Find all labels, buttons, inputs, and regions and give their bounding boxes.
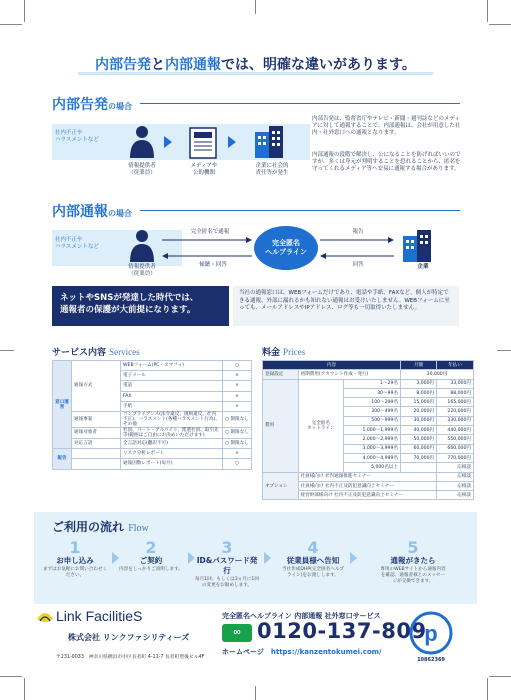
privacy-mark-icon	[405, 605, 457, 657]
tier-range-cell: 100〜299名	[344, 398, 401, 407]
tier-year-cell: 応相談	[437, 463, 474, 472]
newspaper-icon	[190, 128, 216, 158]
kokuhatsu-heading: 内部告発の場合	[52, 97, 132, 113]
option-label-cell: オプション	[263, 472, 299, 500]
arrow-right-icon	[164, 136, 172, 148]
availability-cell: ○ 制限なし	[223, 411, 252, 427]
crop-mark	[497, 350, 511, 351]
banner-line-1: ネットやSNSが発達した時代では、	[60, 293, 199, 303]
fee-label-cell: 費用	[263, 379, 299, 472]
banner-line-2: 通報者の保護が大前提になります。	[60, 305, 196, 315]
availability-cell: ×	[223, 381, 252, 391]
freedial-icon: ∞	[222, 624, 252, 642]
item-cell: 手紙	[121, 401, 223, 411]
tier-month-cell	[401, 463, 437, 472]
homepage-link[interactable]: ホームページ https://kanzentokumei.com/	[222, 648, 382, 656]
kokuhatsu-left-label: 社内不正や ハラスメントなど	[55, 130, 99, 143]
anon-report-label: 完全匿名で通報	[190, 229, 230, 235]
company-logo: Link FacilitieS	[56, 608, 143, 624]
table-row	[53, 438, 252, 448]
building-icon	[255, 126, 283, 158]
availability-cell: ×	[223, 449, 252, 459]
listen-reply-label: 傾聴・回答	[199, 262, 227, 268]
sub-cell: 通報事案	[72, 411, 121, 427]
hotline-badge: 完全匿名 ヘルプライン	[254, 226, 318, 270]
table-row	[53, 411, 252, 427]
kokuhatsu-desc-1: 内部告発は、監督省庁やテレビ・新聞・週刊誌などのメディアに対して通報することで、内部通報は、会社が用意した社内・社外窓口への通報となります。	[312, 116, 461, 136]
crop-mark	[487, 0, 488, 22]
step-desc: まずはお気軽にお問い合わせください。	[42, 567, 108, 578]
privacy-mark-number: 10862369	[417, 657, 445, 663]
step-desc: 専用のWEBサイトから通報内容を確認、通報者様とのメッセージが交換できます。	[380, 567, 446, 584]
table-row	[263, 370, 474, 379]
crop-mark	[255, 0, 256, 14]
arrow-right-icon	[388, 237, 394, 243]
tsuho-left-label: 社内不正や ハラスメントなど	[55, 237, 99, 250]
chevron-right-icon	[264, 552, 271, 564]
table-row	[263, 379, 474, 388]
item-cell: 通報因数レポート(毎月)	[121, 459, 223, 469]
table-row	[53, 459, 252, 469]
availability-cell: ×	[223, 401, 252, 411]
tier-month-cell: 40,000円	[401, 426, 437, 435]
reg-label-cell: 登録設定	[263, 370, 299, 379]
tier-range-cell: 4,000〜4,999名	[344, 453, 401, 462]
tier-year-cell: 220,000円	[437, 407, 474, 416]
step-number: 2	[145, 538, 157, 557]
kokuhatsu-desc-2: 内部通報の段階で解決し、公になることを防げればいいのですが、多くは身元が判明することを恐れることから、匿名を守ってくれるメディア等へ安易に通報する場合があります。	[312, 152, 461, 172]
building-icon	[403, 230, 431, 262]
svg-text:p: p	[424, 621, 438, 646]
service-name: 完全匿名ヘルプライン 内部通報 社外窓口サービス	[222, 612, 381, 620]
step-name: ID&パスワード発行	[196, 556, 258, 575]
step-number: 5	[407, 538, 419, 557]
availability-cell: ×	[223, 371, 252, 381]
step-number: 4	[307, 538, 319, 557]
crop-mark	[489, 676, 511, 677]
company-label: 企業に社会的 責任等が発生	[255, 163, 289, 176]
tier-range-cell: 500〜999名	[344, 416, 401, 425]
item-cell: 社員、パート・アルバイト、派遣社員、取引先等(範囲はご自由にお決めいただけます)	[121, 427, 223, 438]
step-name: 通報がきたら	[390, 556, 436, 565]
arrow-left-icon	[162, 253, 168, 259]
step-name: お申し込み	[56, 556, 94, 565]
step-name: ご契約	[139, 556, 163, 565]
col-month: 月額	[401, 361, 437, 370]
logo-mark-icon	[34, 605, 56, 627]
item-cell: 電話	[121, 381, 223, 391]
tier-month-cell: 3,000円	[401, 379, 437, 388]
kokuhatsu-icons	[120, 122, 310, 162]
option-item-cell: 経営幹部様向け 社内不正及防犯意識向上セミナー	[298, 491, 437, 500]
crop-mark	[487, 678, 488, 700]
step-number: 3	[221, 538, 233, 557]
flow-step	[194, 540, 260, 589]
tier-range-cell: 3,000〜3,999名	[344, 444, 401, 453]
phone-number[interactable]: 0120-137-809	[257, 619, 427, 643]
crop-mark	[0, 350, 14, 351]
tier-year-cell: 33,000円	[437, 379, 474, 388]
flow-step	[280, 540, 346, 579]
arrow-right-icon	[228, 136, 236, 148]
reply-label: 回答	[352, 262, 364, 268]
flow-step	[380, 540, 446, 585]
option-item-cell: 社員様向け 社内不正及防犯意識向上セミナー	[298, 481, 437, 490]
tier-month-cell: 30,000円	[401, 416, 437, 425]
table-row	[263, 472, 474, 481]
step-desc: 内容をしっかりご説明します。	[119, 567, 183, 572]
chevron-right-icon	[350, 552, 357, 564]
section-rule	[140, 210, 460, 211]
tier-year-cell: 770,000円	[437, 453, 474, 462]
option-item-cell: 社員様向け 社内通報推進セミナー	[298, 472, 437, 481]
protection-banner	[52, 286, 229, 326]
flow-heading: ご利用の流れ Flow	[52, 520, 149, 534]
step-name: 従業員様へ告知	[286, 556, 340, 565]
services-table	[52, 360, 252, 470]
tier-month-cell: 50,000円	[401, 435, 437, 444]
availability-cell: ○	[223, 361, 252, 371]
reg-price-cell: 30,000円	[401, 370, 474, 379]
tier-range-cell: 1,000〜1,999名	[344, 426, 401, 435]
person-icon	[130, 126, 154, 158]
sub-cell	[72, 449, 121, 459]
company-label: 企業	[417, 264, 429, 270]
item-cell: コンプライアンス(法令違反、規則違反、社内不正)、ハラスメント(各種ハラスメント行為)、その他	[121, 411, 223, 427]
flow-step	[118, 540, 184, 573]
report-label: 報告	[352, 229, 364, 235]
arrow-left-icon	[320, 253, 326, 259]
table-row	[53, 449, 252, 459]
banner-note: 当社の通報窓口は、WEBフォームだけであり、電話や手紙、FAXなど、個人が特定できる通報、外部に漏れるかも知れない通報はお受けいたしません。WEBフォームに至っても、メールアドレスやIPアドレス、ログ等も一切取得いたしません。	[233, 286, 459, 326]
media-label: メディアや 公的機関	[190, 163, 218, 176]
tier-range-cell: 30〜99名	[344, 388, 401, 397]
col-year: 年払い	[437, 361, 474, 370]
item-cell: リスク分析レポート	[121, 449, 223, 459]
availability-cell: ×	[223, 391, 252, 401]
group-cell: 窓口運営	[53, 361, 72, 449]
company-address: 〒231-0033 神奈川県横浜市中区長者町 4-11-7 長者町豊後ビル4F	[56, 655, 205, 660]
availability-cell: ○	[223, 459, 252, 469]
informant-label: 情報提供者 （従業員）	[128, 163, 156, 176]
sub-cell: 通報対象者	[72, 427, 121, 438]
services-heading: サービス内容 Services	[52, 347, 140, 358]
crop-mark	[0, 24, 22, 25]
tier-year-cell: 330,000円	[437, 416, 474, 425]
tier-range-cell: 300〜499名	[344, 407, 401, 416]
table-row	[53, 427, 252, 438]
crop-mark	[255, 686, 256, 700]
item-cell: WEBフォーム(PC・スマフォ)	[121, 361, 223, 371]
company-name: 株式会社 リンクファシリティーズ	[68, 633, 190, 642]
tier-month-cell: 15,000円	[401, 398, 437, 407]
sub-cell	[72, 459, 121, 469]
section-rule	[140, 103, 460, 104]
crop-mark	[0, 676, 22, 677]
tier-range-cell: 2,000〜2,999名	[344, 435, 401, 444]
group-cell: 報告	[53, 449, 72, 469]
col-content: 内容	[263, 361, 401, 370]
page-title: 内部告発と内部通報では、明確な違いがあります。	[95, 57, 416, 73]
crop-mark	[489, 24, 511, 25]
step-desc: 毎月1回、もしくは3ヵ月に1回の変更をお勧めします。	[195, 577, 259, 588]
person-icon	[130, 230, 154, 262]
prices-heading: 料金 Prices	[262, 347, 306, 358]
reg-item-cell: 初期費用(アカウント作成・発行)	[298, 370, 400, 379]
step-desc: 当社作成DHP(完全匿名ヘルプライン)をお渡しします。	[281, 567, 345, 578]
availability-cell: ○ 制限なし	[223, 438, 252, 448]
fee-sub-cell: 完全匿名 ホットライン	[298, 379, 344, 472]
tier-year-cell: 550,000円	[437, 435, 474, 444]
step-number: 1	[69, 538, 81, 557]
tier-month-cell: 70,000円	[401, 453, 437, 462]
option-price-cell: 応相談	[437, 472, 474, 481]
prices-table	[262, 360, 474, 500]
tier-month-cell: 20,000円	[401, 407, 437, 416]
tier-range-cell: 5,000名以上	[344, 463, 401, 472]
tier-year-cell: 165,000円	[437, 398, 474, 407]
item-cell: 全言語対応(翻訳不可)	[121, 438, 223, 448]
informant-label: 情報提供者 （従業員）	[128, 264, 156, 277]
option-price-cell: 応相談	[437, 491, 474, 500]
sub-cell: 通報方式	[72, 361, 121, 412]
crop-mark	[24, 0, 25, 22]
tier-range-cell: 1〜29名	[344, 379, 401, 388]
arrow-right-icon	[246, 237, 252, 243]
flow-step	[42, 540, 108, 579]
tier-month-cell: 60,000円	[401, 444, 437, 453]
sub-cell: 対応言語	[72, 438, 121, 448]
item-cell: 電子メール	[121, 371, 223, 381]
crop-mark	[24, 678, 25, 700]
availability-cell: ○ 制限なし	[223, 427, 252, 438]
tier-year-cell: 660,000円	[437, 444, 474, 453]
option-price-cell: 応相談	[437, 481, 474, 490]
tier-year-cell: 88,000円	[437, 388, 474, 397]
item-cell: FAX	[121, 391, 223, 401]
tsuho-heading: 内部通報の場合	[52, 204, 132, 220]
tier-year-cell: 440,000円	[437, 426, 474, 435]
table-row	[53, 361, 252, 371]
tier-month-cell: 8,000円	[401, 388, 437, 397]
